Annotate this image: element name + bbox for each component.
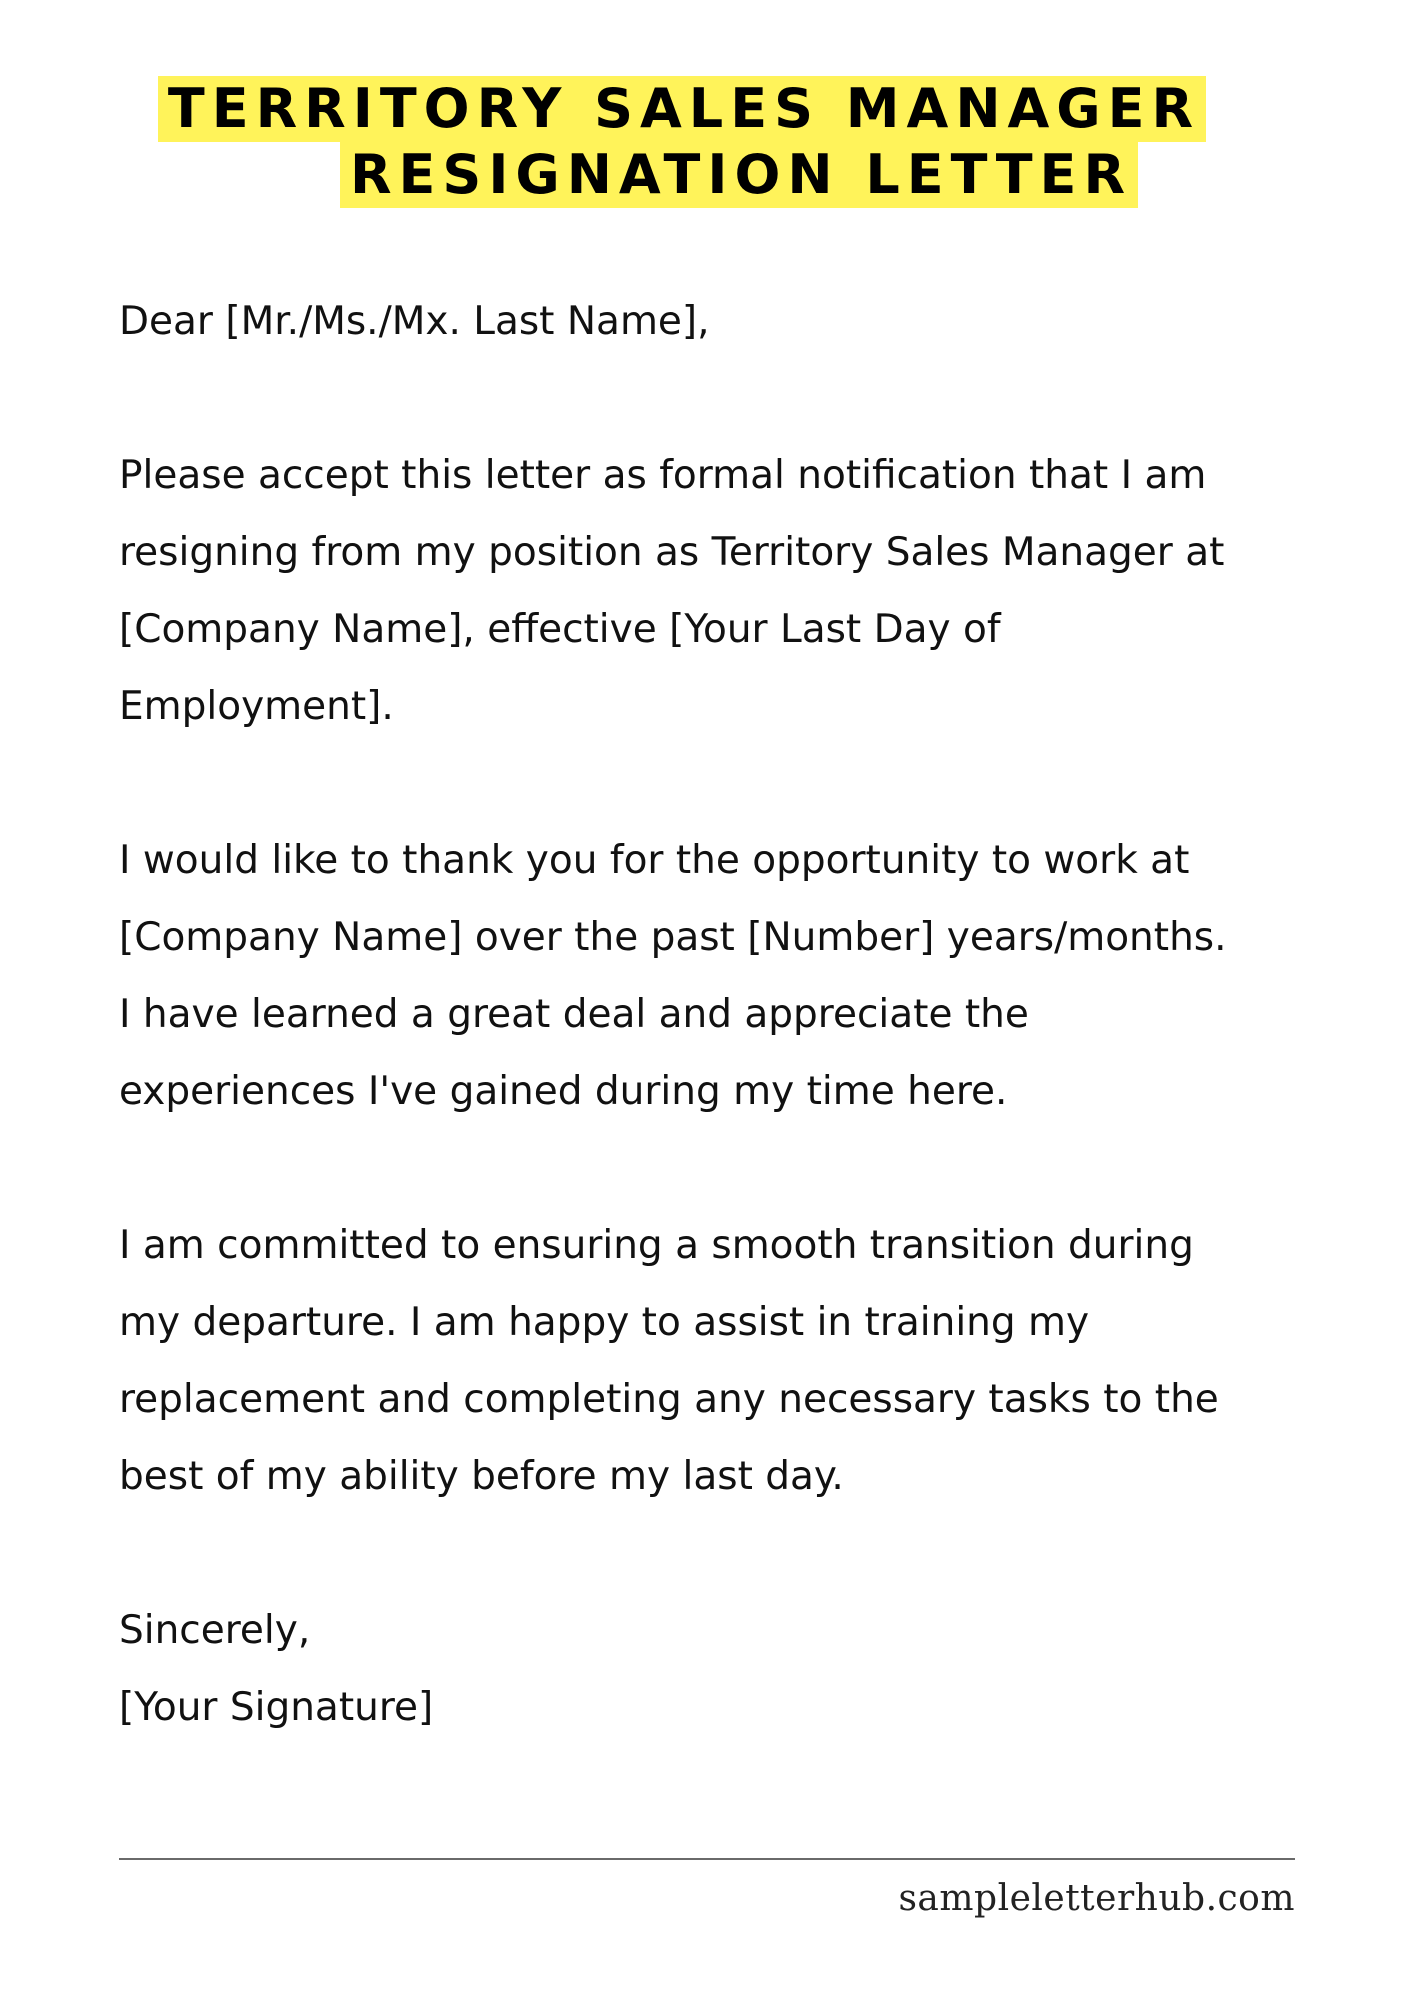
paragraph-spacer	[119, 360, 1359, 437]
paragraph-spacer	[119, 745, 1359, 822]
title-line-1: TERRITORY SALES MANAGER	[158, 76, 1206, 142]
footer-divider	[119, 1858, 1295, 1860]
paragraph-line: I am committed to ensuring a smooth transition during	[119, 1223, 1194, 1268]
closing: Sincerely,	[119, 1608, 311, 1653]
paragraph-2	[119, 822, 1359, 1130]
paragraph-spacer	[119, 1515, 1359, 1592]
paragraph-line: [Company Name], effective [Your Last Day of	[119, 607, 1001, 652]
letter-body	[119, 283, 1359, 1746]
paragraph-spacer	[119, 1130, 1359, 1207]
paragraph-line: [Company Name] over the past [Number] years/months.	[119, 915, 1227, 960]
signature-placeholder: [Your Signature]	[119, 1685, 434, 1730]
footer-site-name: sampleletterhub.com	[898, 1878, 1295, 1919]
paragraph-line: my departure. I am happy to assist in training my	[119, 1300, 1090, 1345]
paragraph-line: replacement and completing any necessary tasks to the	[119, 1377, 1219, 1422]
letter-title	[0, 76, 1414, 208]
paragraph-line: Employment].	[119, 684, 394, 729]
paragraph-line: experiences I've gained during my time here.	[119, 1069, 1008, 1114]
paragraph-1	[119, 437, 1359, 745]
salutation: Dear [Mr./Ms./Mx. Last Name],	[119, 299, 710, 344]
paragraph-line: resigning from my position as Territory Sales Manager at	[119, 530, 1225, 575]
paragraph-line: I have learned a great deal and appreciate the	[119, 992, 1029, 1037]
paragraph-line: best of my ability before my last day.	[119, 1454, 844, 1499]
paragraph-3	[119, 1207, 1359, 1515]
paragraph-line: Please accept this letter as formal notification that I am	[119, 453, 1207, 498]
paragraph-line: I would like to thank you for the opportunity to work at	[119, 838, 1190, 883]
title-line-2: RESIGNATION LETTER	[340, 142, 1138, 208]
